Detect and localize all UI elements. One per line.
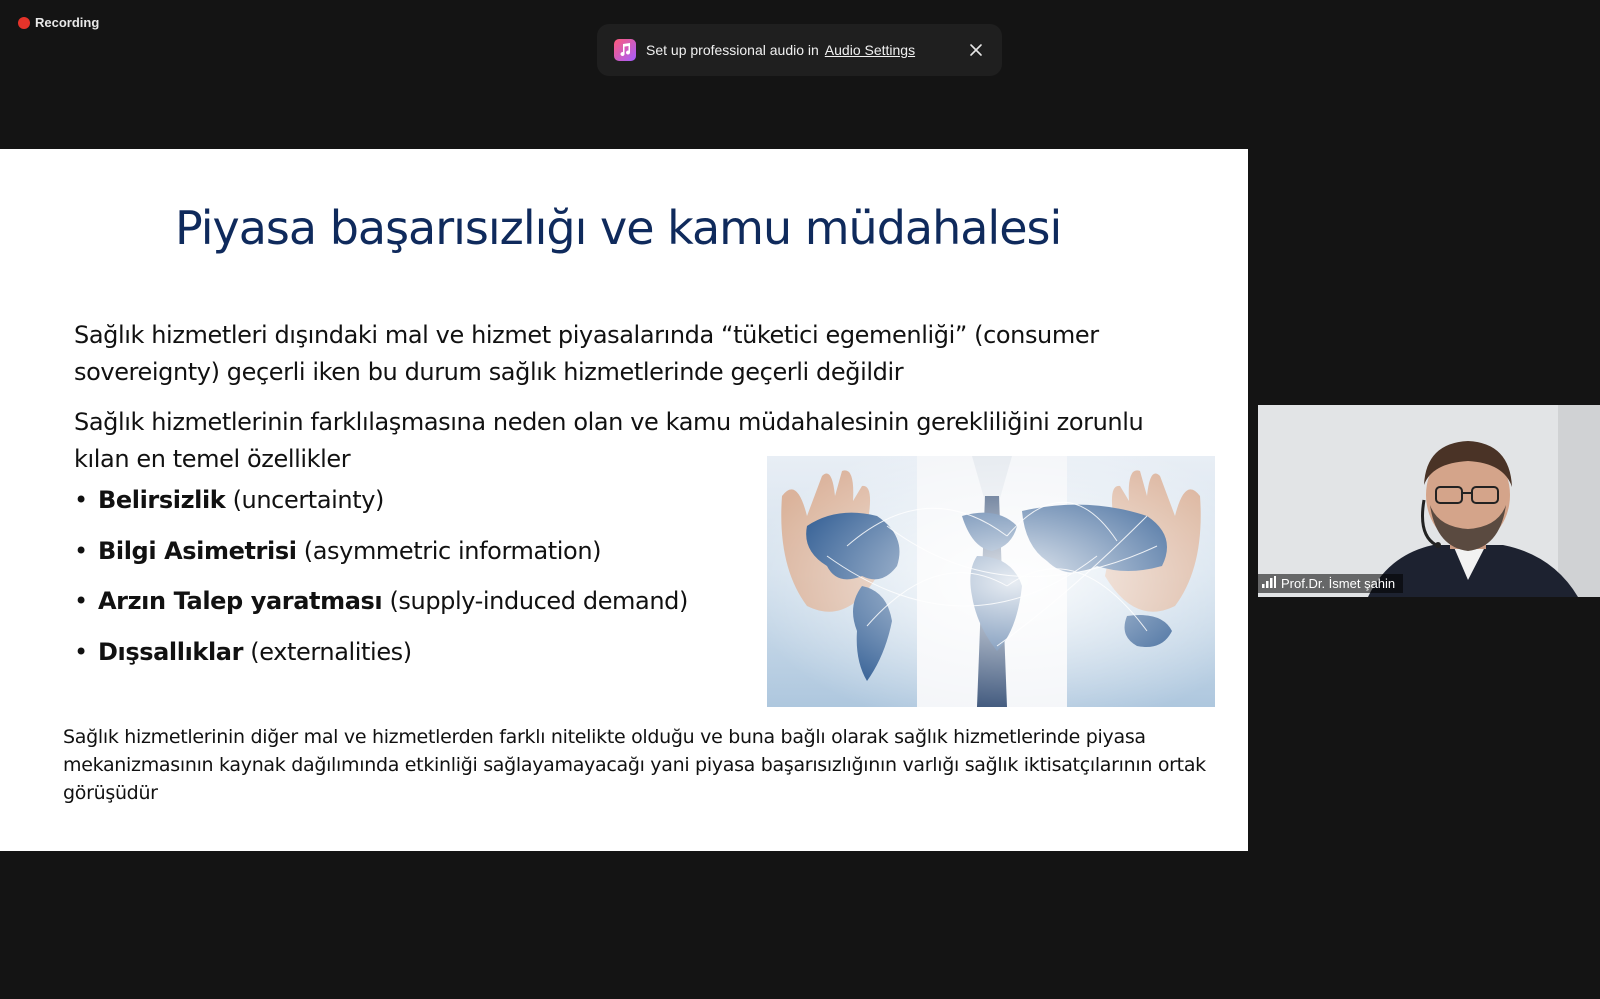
list-item: • Belirsizlik (uncertainty) — [74, 486, 384, 514]
signal-bars-icon — [1262, 576, 1276, 591]
audio-settings-toast — [597, 24, 1002, 76]
world-map-hands-image — [767, 456, 1215, 707]
slide-title: Piyasa başarısızlığı ve kamu müdahalesi — [175, 201, 1062, 255]
participant-video-tile[interactable] — [1258, 405, 1600, 597]
music-note-icon — [614, 39, 636, 61]
participant-name-label — [1258, 574, 1403, 593]
list-item: • Bilgi Asimetrisi (asymmetric information) — [74, 536, 602, 565]
bullet-list — [74, 486, 688, 688]
record-dot-icon — [18, 17, 30, 29]
recording-indicator — [18, 15, 99, 30]
slide-paragraph-2: Sağlık hizmetlerinin farklılaşmasına neden olan ve kamu müdahalesinin gerekliliğini zorunlu kılan en temel özellikler — [74, 408, 1144, 473]
list-item: • Dışsallıklar (externalities) — [74, 637, 412, 666]
participant-name: Prof.Dr. İsmet şahin — [1281, 576, 1396, 591]
list-item: • Arzın Talep yaratması (supply-induced demand) — [74, 587, 688, 615]
recording-label: Recording — [35, 15, 100, 30]
slide-paragraph-1: Sağlık hizmetleri dışındaki mal ve hizmet piyasalarında “tüketici egemenliği” (consumer sovereignty) geçerli iken bu durum sağlık hizmetlerinde geçerli değildir — [74, 321, 1099, 386]
shared-slide — [0, 149, 1248, 851]
slide-footer-paragraph: Sağlık hizmetlerinin diğer mal ve hizmetlerden farklı nitelikte olduğu ve buna bağlı olarak sağlık hizmetlerinde piyasa mekanizmasının kaynak dağılımında etkinliği sağlayamayacağı yani piyasa başarısızlığının varlığı sağlık iktisatçılarının ortak görüşüdür — [63, 726, 1206, 804]
toast-message: Set up professional audio in — [646, 42, 819, 58]
audio-settings-link[interactable]: Audio Settings — [824, 42, 916, 58]
close-icon[interactable] — [968, 42, 984, 58]
